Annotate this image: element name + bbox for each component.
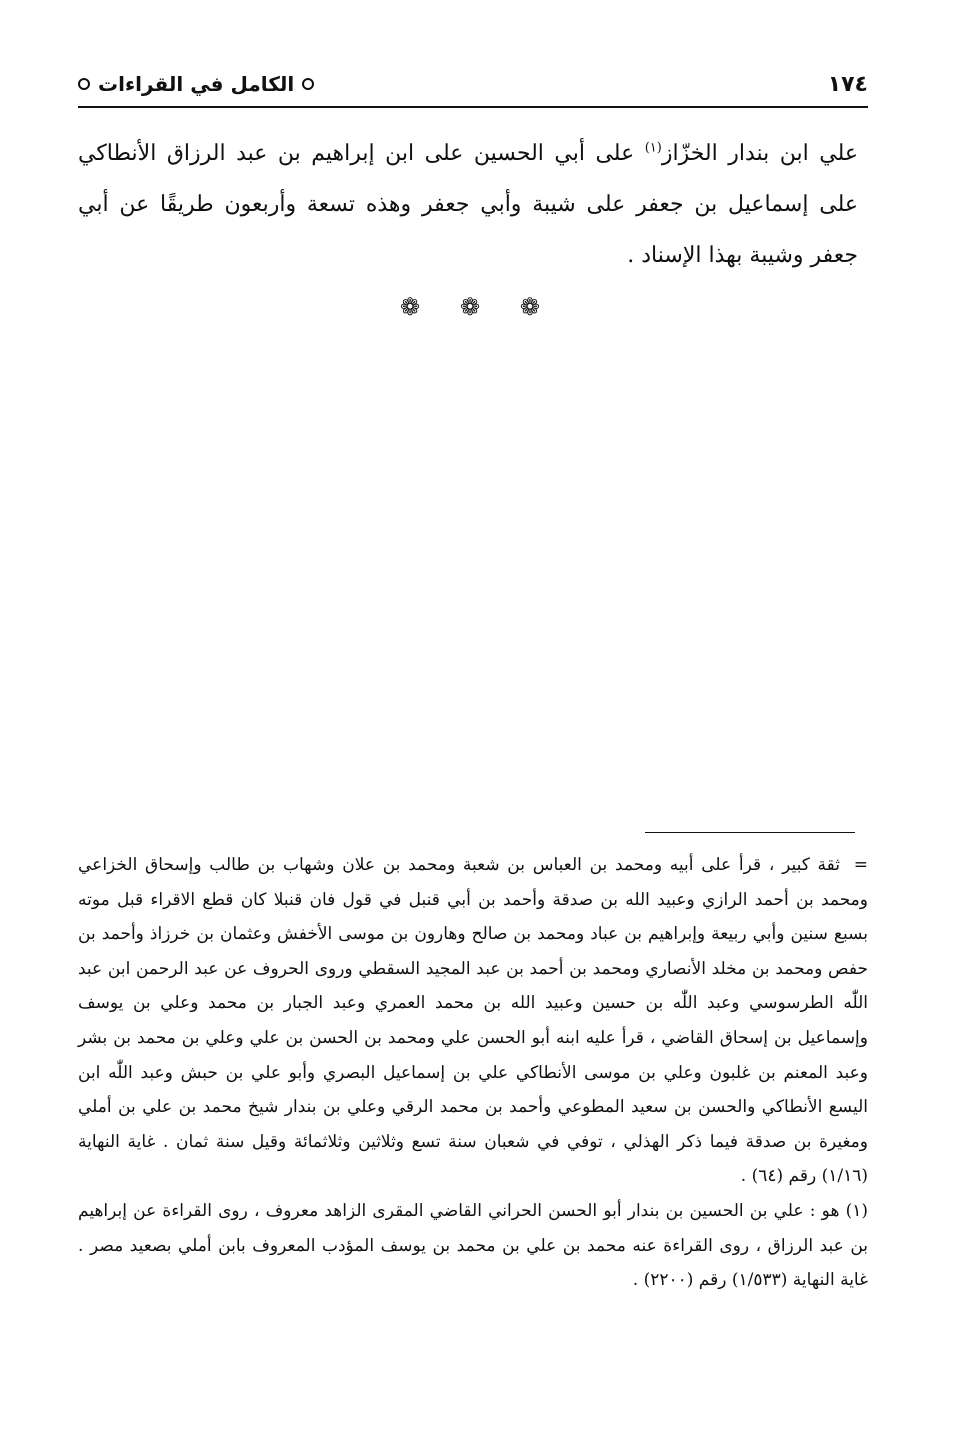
footnote-continuation [78,848,868,1194]
ring-ornament-right-icon [302,78,314,90]
header-rule [78,106,868,108]
book-title [78,72,314,96]
footnote-rule [645,832,855,833]
book-title-text: الكامل في القراءات [98,72,295,96]
footnote-continuation-text: ثقة كبير ، قرأ على أبيه ومحمد بن العباس بن شعبة ومحمد بن علان وشهاب بن طالب وإسحاق الخزاعي ومحمد بن أحمد الرازي وعبيد الله بن صدقة وأحمد بن أبي قنبل في قول فان قنبلا كان قطع الاقراء قبل موته بسبع سنين وأبي ربيعة وإبراهيم بن عباد ومحمد بن صالح وهارون بن موسى الأخفش وعثمان بن خرزاذ وأحمد بن حفص ومحمد بن مخلد الأنصاري ومحمد بن أحمد بن عبد المجيد السقطي وروى الحروف عن عبد الرحمن ابن عبد اللّٰه الطرسوسي وعبد اللّٰه بن حسين وعبيد الله بن محمد العمري وعبد الجبار بن محمد وعلي بن يوسف وإسماعيل بن إسحاق القاضي ، قرأ عليه ابنه أبو الحسن علي ومحمد بن الحسن بن علي وعلي بن محمد بن بشر وعبد المعنم بن غلبون وعلي بن موسى الأنطاكي علي بن إسماعيل البصري وأبو علي بن حبش وعبد اللّٰه ابن اليسع الأنطاكي والحسن بن سعيد المطوعي وأحمد بن محمد الرقي وعلي بن بندار شيخ محمد بن علي بن أملي ومغيرة بن صدقة فيما ذكر الهذلي ، توفي في شعبان سنة تسع وثلاثين وثلاثمائة وقيل سنة ثمان . غاية النهاية (١/١٦) رقم (٦٤) . [78,855,868,1187]
footnotes [78,848,868,1298]
main-text-rest: على أبي الحسين على ابن إبراهيم بن عبد الرزاق الأنطاكي على إسماعيل بن جعفر على شيبة وأبي جعفر وهذه تسعة وأربعون طريقًا عن أبي جعفر وشيبة بهذا الإسناد . [78,141,858,268]
footnote-1: (١) هو : علي بن الحسين بن بندار أبو الحسن الحراني القاضي المقرى الزاهد معروف ، روى القراءة عن إبراهيم بن عبد الرزاق ، روى القراءة عنه محمد بن علي بن محمد بن يوسف المؤدب المعروف بابن أملي بصعيد مصر . غاية النهاية (١/٥٣٣) رقم (٢٢٠٠) . [78,1200,868,1291]
flower-ornament-icon: ❁ [519,293,540,321]
main-text-start: علي ابن بندار الخزّاز [661,141,858,166]
flower-ornament-icon: ❁ [459,293,481,321]
flower-ornament-icon: ❁ [400,293,421,321]
page-number: ١٧٤ [827,71,868,97]
ring-ornament-left-icon [78,78,90,90]
main-text [78,128,858,281]
section-separator [400,292,540,322]
continuation-marker: = [853,855,868,875]
running-header [78,64,868,104]
footnote-reference: (١) [644,140,662,156]
